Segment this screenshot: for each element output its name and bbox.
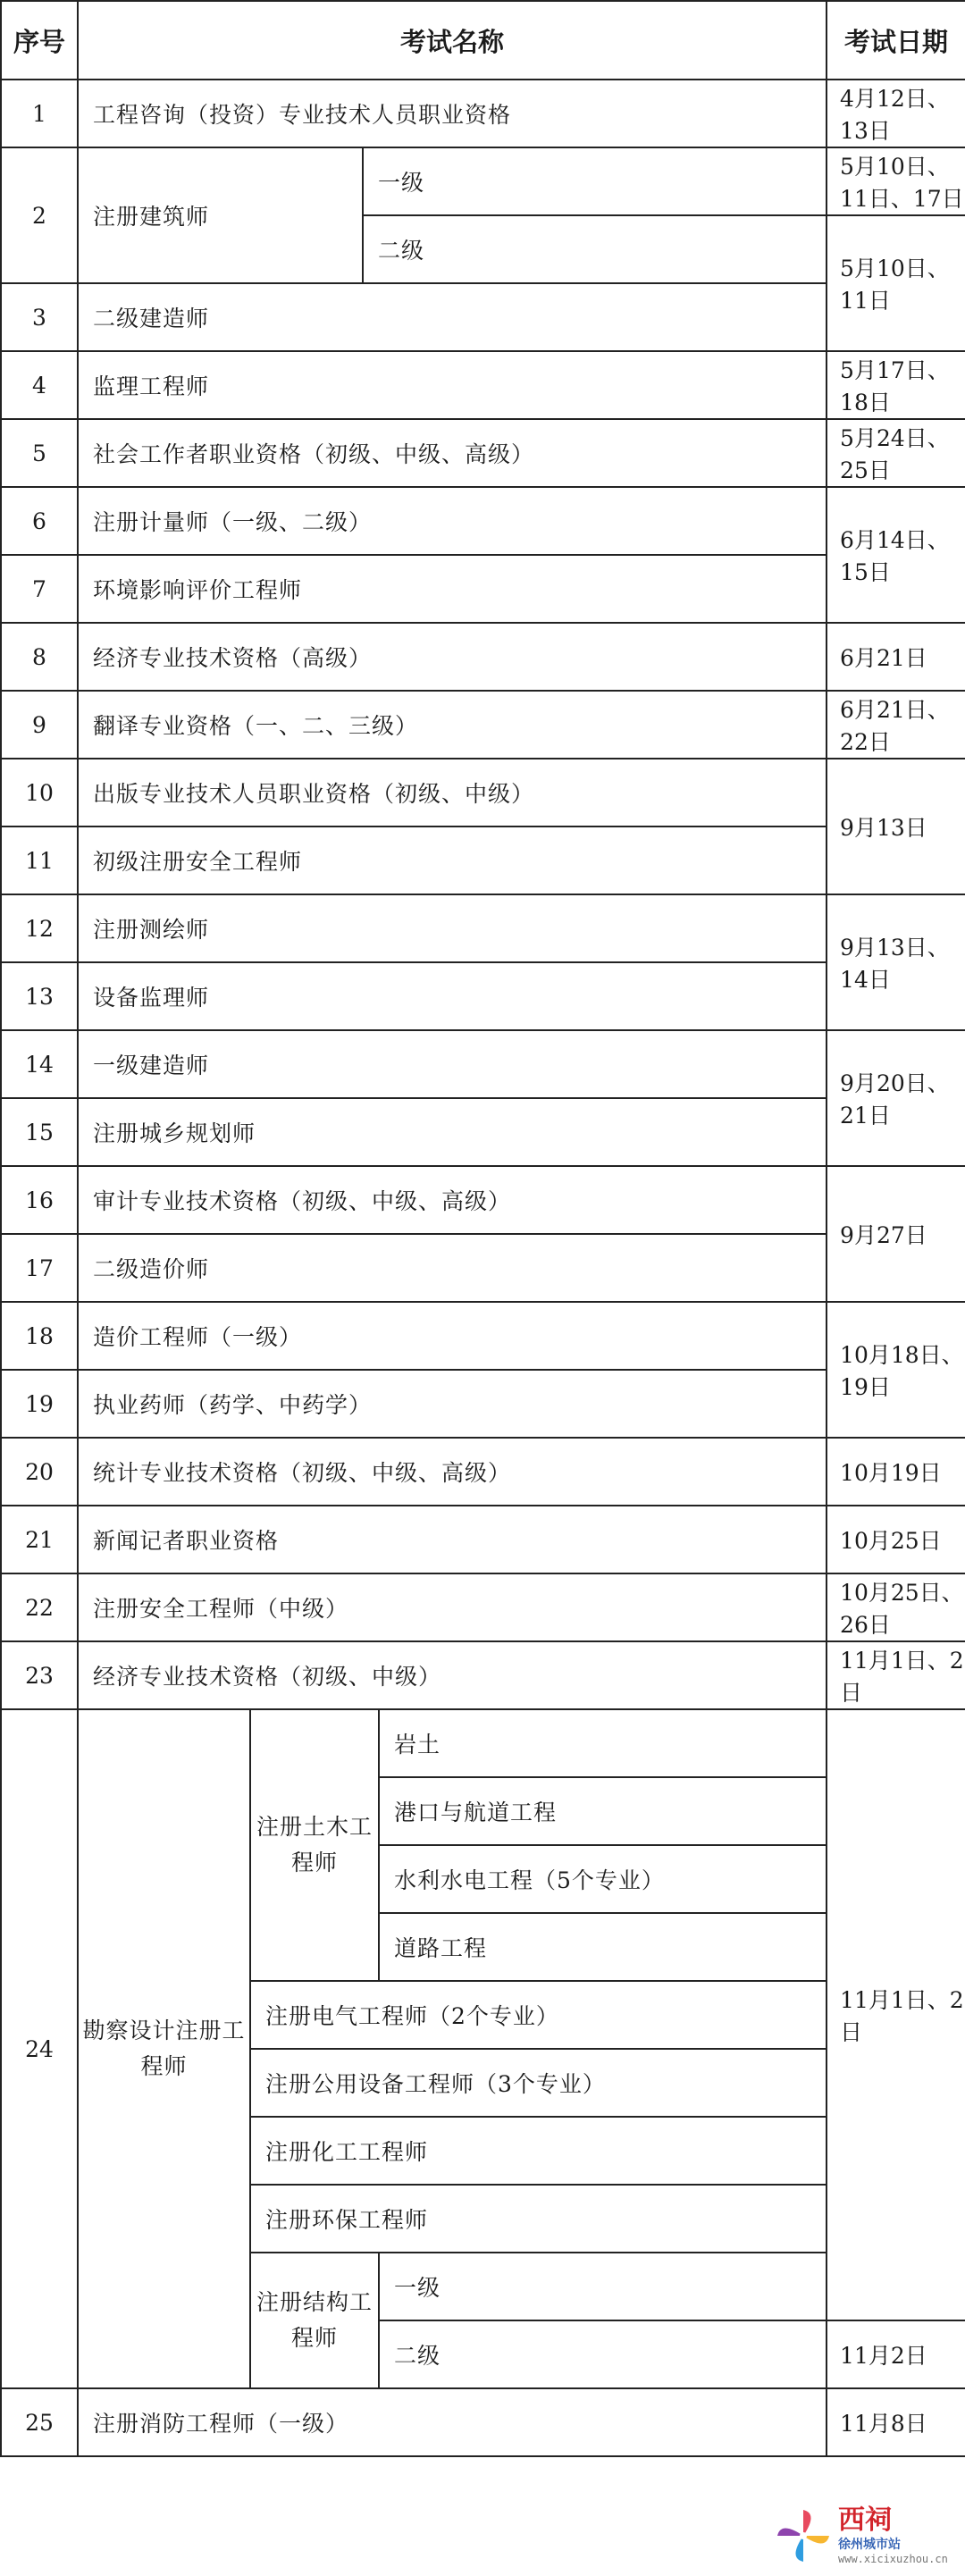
exam-name: 工程咨询（投资）专业技术人员职业资格 [78, 80, 827, 147]
exam-date: 6月21日、22日 [827, 691, 965, 759]
row-no: 14 [1, 1030, 78, 1098]
row-no: 18 [1, 1302, 78, 1370]
row-no: 10 [1, 759, 78, 827]
table-row [1, 759, 965, 827]
exam-name: 经济专业技术资格（高级） [78, 623, 827, 691]
exam-name: 出版专业技术人员职业资格（初级、中级） [78, 759, 827, 827]
row-no: 7 [1, 555, 78, 623]
exam-date: 5月10日、11日 [827, 215, 965, 351]
exam-name: 注册计量师（一级、二级） [78, 487, 827, 555]
exam-name: 新闻记者职业资格 [78, 1506, 827, 1573]
table-row [1, 1166, 965, 1234]
table-row [1, 1641, 965, 1709]
exam-name: 二级建造师 [78, 283, 827, 351]
table-row [1, 1030, 965, 1098]
table-row [1, 80, 965, 147]
row-no: 25 [1, 2388, 78, 2456]
table-row [1, 351, 965, 419]
table-row [1, 623, 965, 691]
row-no: 1 [1, 80, 78, 147]
row-no: 24 [1, 1709, 78, 2388]
exam-name: 环境影响评价工程师 [78, 555, 827, 623]
table-row [1, 1098, 965, 1166]
watermark [772, 2501, 960, 2571]
exam-sub-item: 注册电气工程师（2个专业） [250, 1981, 827, 2049]
pinwheel-logo-icon [772, 2505, 835, 2567]
row-no: 9 [1, 691, 78, 759]
exam-sub-level: 一级 [379, 2253, 827, 2320]
row-no: 4 [1, 351, 78, 419]
row-no: 13 [1, 962, 78, 1030]
exam-date: 11月2日 [827, 2320, 965, 2388]
exam-date: 9月13日、14日 [827, 894, 965, 1030]
exam-name: 统计专业技术资格（初级、中级、高级） [78, 1438, 827, 1506]
exam-name: 一级建造师 [78, 1030, 827, 1098]
row-no: 5 [1, 419, 78, 487]
table-row [1, 419, 965, 487]
exam-date: 11月1日、2日 [827, 1709, 965, 2320]
table-row [1, 827, 965, 894]
table-row [1, 1506, 965, 1573]
table-row [1, 147, 965, 215]
exam-name: 执业药师（药学、中药学） [78, 1370, 827, 1438]
exam-sub-level: 二级 [379, 2320, 827, 2388]
header-date: 考试日期 [827, 1, 965, 80]
exam-name: 经济专业技术资格（初级、中级） [78, 1641, 827, 1709]
exam-name: 造价工程师（一级） [78, 1302, 827, 1370]
exam-subgroup-structural: 注册结构工程师 [250, 2253, 379, 2388]
exam-date: 9月27日 [827, 1166, 965, 1302]
exam-name: 注册安全工程师（中级） [78, 1573, 827, 1641]
exam-name: 二级造价师 [78, 1234, 827, 1302]
row-no: 8 [1, 623, 78, 691]
exam-name: 注册城乡规划师 [78, 1098, 827, 1166]
row-no: 11 [1, 827, 78, 894]
exam-date: 10月25日、26日 [827, 1573, 965, 1641]
table-row [1, 1302, 965, 1370]
watermark-brand: 西祠 [838, 2505, 892, 2536]
exam-sub-item: 水利水电工程（5个专业） [379, 1845, 827, 1913]
row-no: 3 [1, 283, 78, 351]
row-no: 20 [1, 1438, 78, 1506]
exam-sub-item: 注册公用设备工程师（3个专业） [250, 2049, 827, 2117]
exam-sub-item: 道路工程 [379, 1913, 827, 1981]
exam-sub-level: 二级 [363, 215, 827, 283]
exam-group-name: 注册建筑师 [78, 147, 363, 283]
header-name: 考试名称 [78, 1, 827, 80]
row-no: 12 [1, 894, 78, 962]
table-row [1, 1438, 965, 1506]
table-row [1, 691, 965, 759]
exam-name: 翻译专业资格（一、二、三级） [78, 691, 827, 759]
exam-name: 设备监理师 [78, 962, 827, 1030]
exam-sub-item: 注册环保工程师 [250, 2185, 827, 2253]
watermark-text [838, 2506, 948, 2565]
exam-group-name: 勘察设计注册工程师 [78, 1709, 250, 2388]
row-no: 21 [1, 1506, 78, 1573]
header-no: 序号 [1, 1, 78, 80]
exam-date: 9月20日、21日 [827, 1030, 965, 1166]
exam-date: 10月25日 [827, 1506, 965, 1573]
exam-sub-item: 注册化工工程师 [250, 2117, 827, 2185]
exam-date: 10月19日 [827, 1438, 965, 1506]
row-no: 16 [1, 1166, 78, 1234]
watermark-url: www.xicixuzhou.cn [838, 2553, 948, 2565]
table-row [1, 555, 965, 623]
exam-name: 审计专业技术资格（初级、中级、高级） [78, 1166, 827, 1234]
exam-date: 4月12日、13日 [827, 80, 965, 147]
table-row [1, 1370, 965, 1438]
exam-date: 6月14日、15日 [827, 487, 965, 623]
row-no: 2 [1, 147, 78, 283]
row-no: 6 [1, 487, 78, 555]
exam-date: 9月13日 [827, 759, 965, 894]
table-row [1, 894, 965, 962]
row-no: 22 [1, 1573, 78, 1641]
exam-subgroup-civil: 注册土木工程师 [250, 1709, 379, 1981]
exam-sub-item: 岩土 [379, 1709, 827, 1777]
exam-sub-level: 一级 [363, 147, 827, 215]
exam-name: 初级注册安全工程师 [78, 827, 827, 894]
exam-date: 10月18日、19日 [827, 1302, 965, 1438]
table-row [1, 1234, 965, 1302]
exam-date: 5月10日、11日、17日 [827, 147, 965, 215]
table-row [1, 2388, 965, 2456]
exam-name: 监理工程师 [78, 351, 827, 419]
table-row [1, 1709, 965, 1777]
exam-date: 5月24日、25日 [827, 419, 965, 487]
exam-date: 6月21日 [827, 623, 965, 691]
header-row [1, 1, 965, 80]
row-no: 15 [1, 1098, 78, 1166]
row-no: 23 [1, 1641, 78, 1709]
table-row [1, 487, 965, 555]
exam-name: 社会工作者职业资格（初级、中级、高级） [78, 419, 827, 487]
table-row [1, 1573, 965, 1641]
row-no: 19 [1, 1370, 78, 1438]
exam-date: 5月17日、18日 [827, 351, 965, 419]
exam-sub-item: 港口与航道工程 [379, 1777, 827, 1845]
watermark-site: 徐州城市站 [838, 2538, 901, 2552]
exam-date: 11月8日 [827, 2388, 965, 2456]
table-row [1, 962, 965, 1030]
exam-name: 注册消防工程师（一级） [78, 2388, 827, 2456]
row-no: 17 [1, 1234, 78, 1302]
table-row [1, 283, 965, 351]
exam-date: 11月1日、2日 [827, 1641, 965, 1709]
exam-name: 注册测绘师 [78, 894, 827, 962]
